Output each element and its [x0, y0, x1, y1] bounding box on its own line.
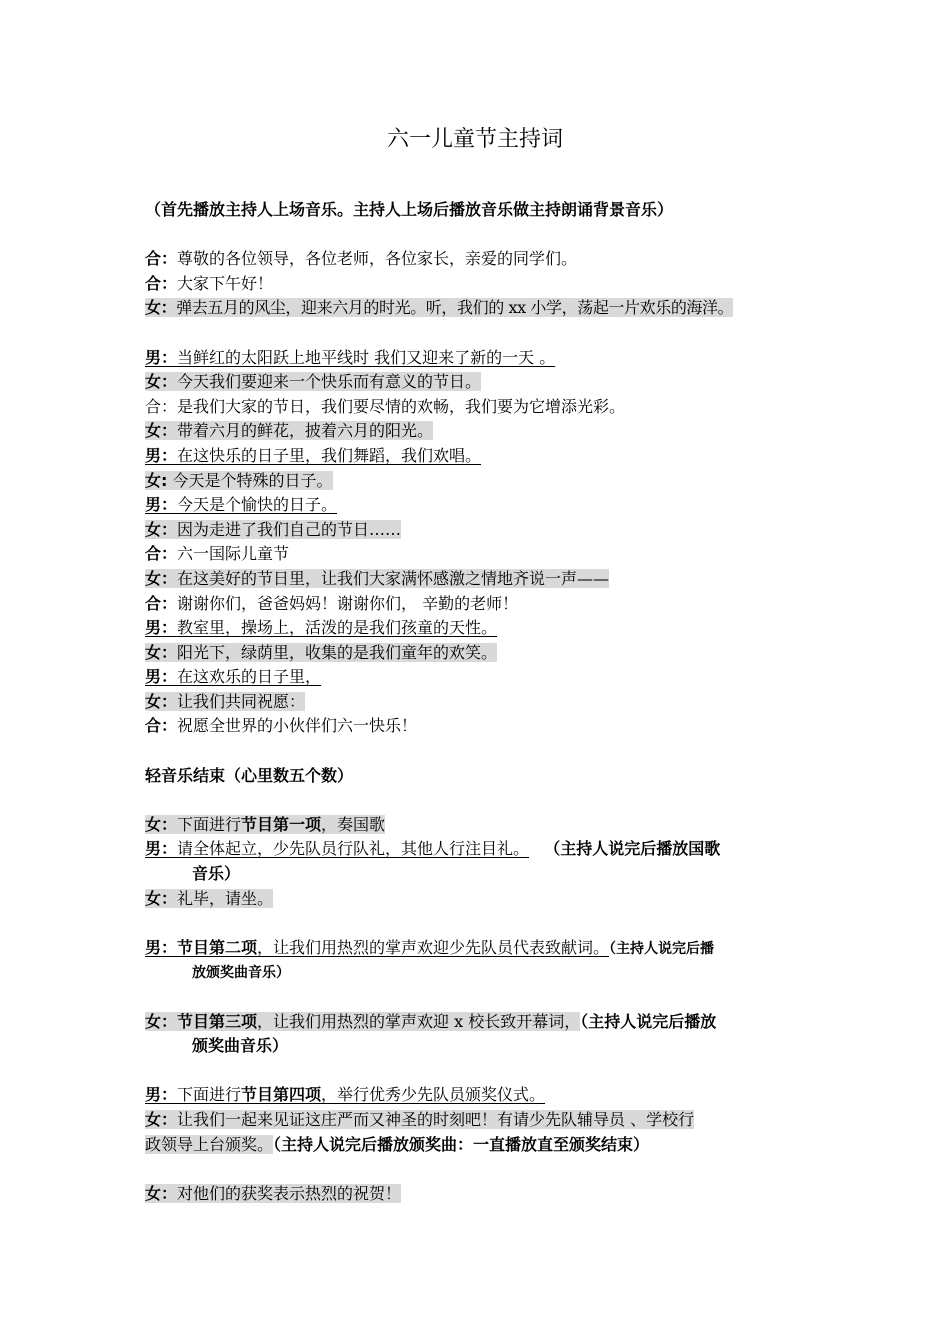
intro-note: （首先播放主持人上场音乐。主持人上场后播放音乐做主持朗诵背景音乐）	[145, 200, 674, 219]
music-end-note: 轻音乐结束（心里数五个数）	[145, 765, 354, 785]
dialogue-line-10: 男：今天是个愉快的日子。	[145, 495, 338, 515]
dialogue-line-7: 女：带着六月的鲜花，披着六月的阳光。	[145, 421, 434, 441]
dialogue-line-13: 女：在这美好的节日里，让我们大家满怀感激之情地齐说一声——	[145, 568, 610, 588]
dialogue-line-18: 女：让我们共同祝愿：	[145, 691, 306, 711]
program-4-line-3: 政领导上台颁奖。（主持人说完后播放颁奖曲：一直播放直至颁奖结束）	[145, 1134, 650, 1154]
dialogue-line-6: 合：是我们大家的节日，我们要尽情的欢畅，我们要为它增添光彩。	[145, 396, 626, 416]
program-1-note-cont: 音乐）	[192, 864, 241, 884]
program-2-note-cont: 放颁奖曲音乐）	[192, 965, 290, 982]
dialogue-line-16: 女：阳光下，绿荫里，收集的是我们童年的欢笑。	[145, 642, 498, 662]
dialogue-line-5: 女：今天我们要迎来一个快乐而有意义的节日。	[145, 372, 482, 392]
program-1-line-1: 女：下面进行节目第一项，奏国歌	[145, 814, 386, 834]
program-4-line-2: 女：让我们一起来见证这庄严而又神圣的时刻吧！有请少先队辅导员 、学校行	[145, 1109, 695, 1129]
dialogue-line-14: 合：谢谢你们，爸爸妈妈！谢谢你们， 辛勤的老师！	[145, 593, 519, 613]
program-3-line-1: 女：节目第三项，让我们用热烈的掌声欢迎 x 校长致开幕词，（主持人说完后播放	[145, 1011, 717, 1031]
dialogue-line-17: 男：在这欢乐的日子里，	[145, 667, 322, 687]
dialogue-line-9: 女: 今天是个特殊的日子。	[145, 470, 333, 490]
dialogue-line-4: 男：当鲜红的太阳跃上地平线时 我们又迎来了新的一天 。	[145, 347, 556, 367]
script-body	[145, 198, 835, 1206]
dialogue-line-15: 男：教室里，操场上，活泼的是我们孩童的天性。	[145, 618, 498, 638]
dialogue-line-3: 女：弹去五月的风尘，迎来六月的时光。听，我们的 xx 小学，荡起一片欢乐的海洋。	[145, 298, 734, 318]
program-1-line-2: 男：请全体起立，少先队员行队礼，其他人行注目礼。 （主持人说完后播放国歌	[145, 839, 721, 859]
program-1-line-3: 女：礼毕，请坐。	[145, 888, 274, 908]
dialogue-line-8: 男：在这快乐的日子里，我们舞蹈，我们欢唱。	[145, 445, 482, 465]
program-3-note-cont: 颁奖曲音乐）	[192, 1036, 289, 1056]
dialogue-line-2: 合：大家下午好！	[145, 273, 274, 293]
dialogue-line-19: 合：祝愿全世界的小伙伴们六一快乐！	[145, 716, 418, 736]
page-title: 六一儿童节主持词	[386, 127, 563, 152]
dialogue-line-12: 合：六一国际儿童节	[145, 544, 290, 564]
program-2-line-1: 男：节目第二项，让我们用热烈的掌声欢迎少先队员代表致献词。（主持人说完后播	[145, 937, 715, 957]
program-5-line-1: 女：对他们的获奖表示热烈的祝贺！	[145, 1183, 402, 1203]
dialogue-line-1: 合：尊敬的各位领导，各位老师，各位家长，亲爱的同学们。	[145, 249, 578, 269]
program-4-line-1: 男：下面进行节目第四项，举行优秀少先队员颁奖仪式。	[145, 1085, 546, 1105]
dialogue-line-11: 女：因为走进了我们自己的节日……	[145, 519, 402, 539]
